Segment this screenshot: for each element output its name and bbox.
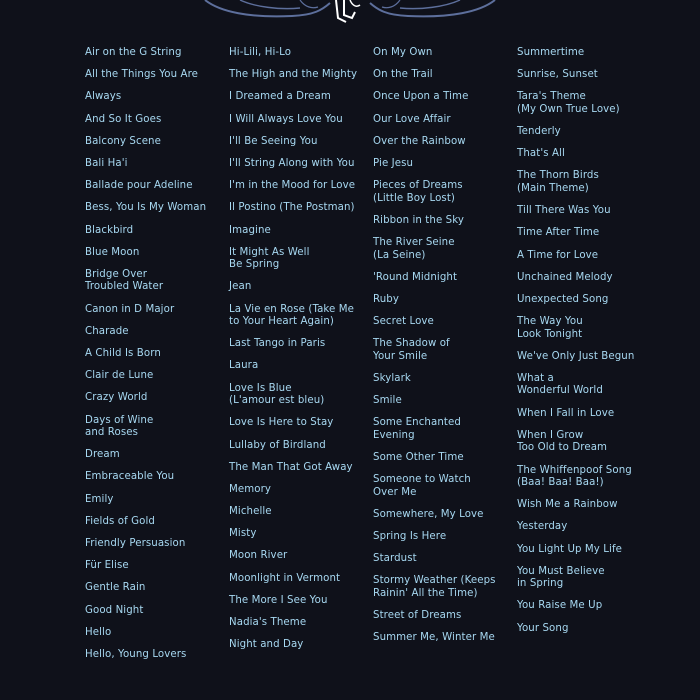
song-title: Days of Wine and Roses — [85, 414, 154, 438]
song-title: Charade — [85, 325, 129, 337]
song-title: I'll String Along with You — [229, 157, 355, 169]
song-title: Spring Is Here — [373, 531, 447, 543]
song-title: Blue Moon — [85, 246, 140, 258]
song-title: Some Other Time — [373, 452, 464, 463]
song-title: Till There Was You — [517, 205, 611, 217]
song-title: Nadia's Theme — [229, 617, 307, 628]
song-title: The Thorn Birds (Main Theme) — [517, 170, 599, 194]
song-title: Love Is Blue (L'amour est bleu) — [229, 382, 325, 407]
song-title: Last Tango in Paris — [229, 338, 326, 350]
song-title: Yesterday — [517, 521, 568, 533]
song-title: We've Only Just Begun — [517, 350, 635, 362]
song-title: It Might As Well Be Spring — [229, 246, 310, 271]
song-title: The High and the Mighty — [229, 69, 358, 81]
song-title: Ribbon in the Sky — [373, 214, 464, 226]
song-title: Canon in D Major — [85, 303, 175, 315]
song-title: Always — [85, 91, 122, 103]
song-title: Bess, You Is My Woman — [85, 202, 207, 214]
song-title: That's All — [517, 148, 565, 160]
song-title: The Whiffenpoof Song (Baa! Baa! Baa!) — [517, 464, 632, 488]
song-title: Gentle Rain — [85, 582, 146, 594]
song-title: When I Grow Too Old to Dream — [517, 429, 608, 454]
song-title: Bridge Over Troubled Water — [85, 268, 164, 293]
song-title: Some Enchanted Evening — [373, 417, 461, 441]
song-title: Friendly Persuasion — [85, 537, 186, 549]
song-title: Fields of Gold — [85, 515, 155, 527]
song-title: Moon River — [229, 550, 288, 562]
song-title: A Time for Love — [517, 249, 599, 261]
song-column-1 — [85, 47, 225, 671]
song-title: Für Elise — [85, 560, 129, 572]
song-title: Hello — [85, 626, 112, 638]
song-title: Pie Jesu — [373, 157, 414, 169]
song-title: Clair de Lune — [85, 370, 154, 382]
song-title: Emily — [85, 493, 114, 505]
song-title: The More I See You — [229, 594, 328, 606]
song-title: Embraceable You — [85, 471, 175, 483]
song-title: Summer Me, Winter Me — [373, 632, 495, 644]
song-title: On the Trail — [373, 69, 433, 81]
song-title: Night and Day — [229, 639, 304, 651]
song-title: Ballade pour Adeline — [85, 180, 193, 192]
song-title: Time After Time — [517, 227, 600, 239]
song-title: I'll Be Seeing You — [229, 135, 318, 147]
song-title: Smile — [373, 395, 402, 407]
song-column-4 — [517, 47, 657, 645]
song-title: Tara's Theme (My Own True Love) — [517, 91, 620, 115]
song-title: Stormy Weather (Keeps Rainin' All the Time) — [373, 575, 496, 599]
song-title: Michelle — [229, 506, 272, 518]
song-title: Hi-Lili, Hi-Lo — [229, 47, 292, 58]
song-title: Il Postino (The Postman) — [229, 202, 355, 214]
song-title: What a Wonderful World — [517, 372, 603, 397]
song-title: Summertime — [517, 47, 585, 58]
song-title: The Shadow of Your Smile — [373, 338, 450, 362]
song-title: Memory — [229, 483, 272, 495]
song-title: Moonlight in Vermont — [229, 572, 341, 584]
song-title: Sunrise, Sunset — [517, 69, 598, 81]
song-title: Jean — [229, 281, 252, 293]
song-title: Stardust — [373, 553, 417, 565]
song-title: Misty — [229, 528, 257, 540]
song-title: I'm in the Mood for Love — [229, 180, 356, 192]
song-title: Pieces of Dreams (Little Boy Lost) — [373, 180, 463, 204]
song-title: The River Seine (La Seine) — [373, 237, 455, 261]
song-title: Unchained Melody — [517, 271, 613, 283]
song-title: You Light Up My Life — [517, 543, 623, 555]
song-title: Hello, Young Lovers — [85, 648, 187, 660]
song-title: Your Song — [517, 622, 569, 634]
song-title: Someone to Watch Over Me — [373, 474, 471, 498]
song-title: Air on the G String — [85, 47, 182, 58]
song-title: Unexpected Song — [517, 293, 609, 305]
song-title: Tenderly — [517, 126, 561, 138]
song-title: You Raise Me Up — [517, 600, 603, 612]
song-title: Ruby — [373, 293, 399, 305]
song-title: The Man That Got Away — [229, 461, 353, 473]
song-column-3 — [373, 47, 513, 655]
song-title: Bali Ha'i — [85, 157, 128, 169]
header-ornament — [0, 0, 700, 30]
song-title: When I Fall in Love — [517, 407, 615, 419]
song-title: I Dreamed a Dream — [229, 91, 331, 103]
song-title: La Vie en Rose (Take Me to Your Heart Again) — [229, 303, 355, 328]
song-title: Laura — [229, 360, 259, 372]
song-title: The Way You Look Tonight — [517, 316, 583, 340]
song-title: Lullaby of Birdland — [229, 439, 326, 451]
song-title: You Must Believe in Spring — [517, 565, 605, 590]
song-title: And So It Goes — [85, 113, 162, 125]
song-title: Good Night — [85, 604, 144, 616]
song-title: Blackbird — [85, 224, 134, 236]
song-title: On My Own — [373, 47, 433, 58]
song-title: Balcony Scene — [85, 135, 161, 147]
song-title: Imagine — [229, 224, 271, 236]
song-column-2 — [229, 47, 369, 661]
song-title: Somewhere, My Love — [373, 508, 484, 520]
song-title: All the Things You Are — [85, 69, 199, 81]
song-title: Once Upon a Time — [373, 91, 469, 103]
song-title: 'Round Midnight — [373, 271, 458, 283]
song-title: Wish Me a Rainbow — [517, 499, 618, 511]
song-title: A Child Is Born — [85, 347, 161, 359]
song-title: Our Love Affair — [373, 113, 451, 125]
song-title: Skylark — [373, 372, 411, 384]
song-title: Street of Dreams — [373, 610, 462, 622]
song-title: Love Is Here to Stay — [229, 417, 334, 429]
song-title: Dream — [85, 449, 120, 461]
song-title: I Will Always Love You — [229, 113, 343, 125]
song-title: Crazy World — [85, 392, 148, 404]
song-title: Secret Love — [373, 316, 434, 328]
song-title: Over the Rainbow — [373, 135, 466, 147]
